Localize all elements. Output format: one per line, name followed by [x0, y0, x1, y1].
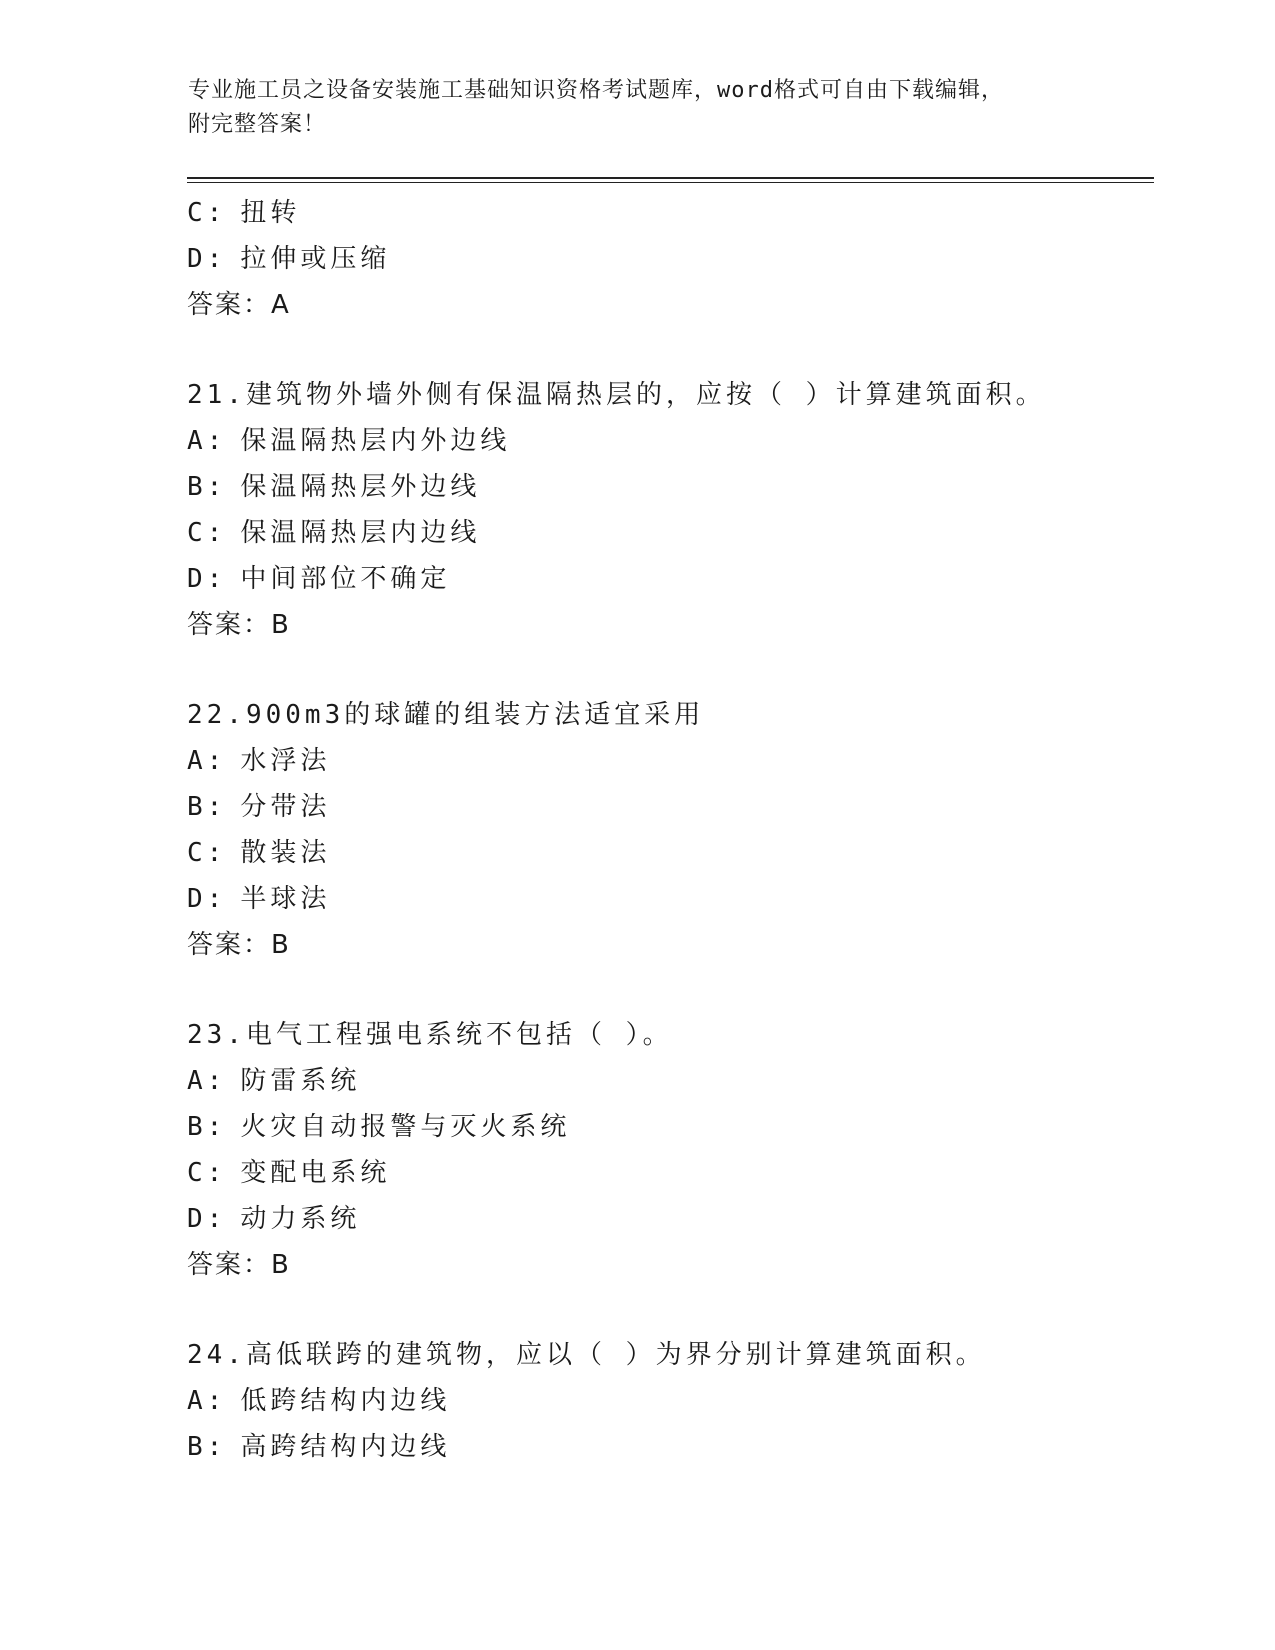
option-text: 低跨结构内边线	[240, 1386, 451, 1416]
option-text: 中间部位不确定	[240, 564, 451, 594]
option-text: 拉伸或压缩	[240, 244, 391, 274]
header-divider-thin	[187, 182, 1154, 183]
option-text: 火灾自动报警与灭火系统	[240, 1112, 571, 1142]
option-a	[187, 738, 1147, 784]
option-c	[187, 1150, 1147, 1196]
option-text: 散装法	[240, 838, 331, 868]
question-23	[187, 1012, 1147, 1288]
option-d	[187, 876, 1147, 922]
header-line-1: 专业施工员之设备安装施工基础知识资格考试题库，word格式可自由下载编辑，	[188, 78, 1004, 103]
question-stem: 21.建筑物外墙外侧有保温隔热层的，应按（ ）计算建筑面积。	[187, 380, 1046, 410]
question-24	[187, 1332, 1147, 1470]
option-letter: A:	[187, 426, 227, 456]
option-a	[187, 418, 1147, 464]
option-d	[187, 1196, 1147, 1242]
answer-line: 答案：B	[187, 610, 291, 640]
option-text: 保温隔热层外边线	[240, 472, 481, 502]
option-text: 分带法	[240, 792, 331, 822]
option-d	[187, 556, 1147, 602]
option-letter: C:	[187, 1158, 227, 1188]
option-letter: B:	[187, 792, 227, 822]
option-text: 动力系统	[240, 1204, 361, 1234]
question-21	[187, 372, 1147, 648]
option-letter: A:	[187, 1386, 227, 1416]
option-text: 保温隔热层内外边线	[240, 426, 511, 456]
question-22	[187, 692, 1147, 968]
option-letter: C:	[187, 518, 227, 548]
option-letter: D:	[187, 1204, 227, 1234]
option-b	[187, 464, 1147, 510]
option-letter: B:	[187, 1112, 227, 1142]
option-text: 变配电系统	[240, 1158, 391, 1188]
answer-line: 答案：B	[187, 1250, 291, 1280]
previous-question-tail	[187, 190, 1147, 328]
question-stem: 24.高低联跨的建筑物，应以（ ）为界分别计算建筑面积。	[187, 1340, 986, 1370]
option-text: 半球法	[240, 884, 331, 914]
option-letter: B:	[187, 472, 227, 502]
question-list	[187, 190, 1147, 1470]
question-stem: 23.电气工程强电系统不包括（ ）。	[187, 1020, 673, 1050]
document-header	[188, 74, 1088, 142]
option-letter: C:	[187, 198, 227, 228]
option-b	[187, 784, 1147, 830]
option-letter: A:	[187, 1066, 227, 1096]
option-text: 扭转	[240, 198, 301, 228]
option-letter: C:	[187, 838, 227, 868]
option-letter: D:	[187, 564, 227, 594]
answer-line: 答案：B	[187, 930, 291, 960]
option-a	[187, 1058, 1147, 1104]
option-a	[187, 1378, 1147, 1424]
option-b	[187, 1424, 1147, 1470]
option-d	[187, 236, 1147, 282]
option-b	[187, 1104, 1147, 1150]
option-c	[187, 190, 1147, 236]
option-letter: B:	[187, 1432, 227, 1462]
option-c	[187, 830, 1147, 876]
answer-line: 答案：A	[187, 290, 291, 320]
option-letter: D:	[187, 884, 227, 914]
option-text: 高跨结构内边线	[240, 1432, 451, 1462]
header-line-2: 附完整答案！	[188, 112, 327, 137]
option-letter: D:	[187, 244, 227, 274]
option-text: 保温隔热层内边线	[240, 518, 481, 548]
question-stem: 22.900m3的球罐的组装方法适宜采用	[187, 700, 705, 730]
header-divider-thick	[187, 177, 1154, 179]
option-text: 防雷系统	[240, 1066, 361, 1096]
option-text: 水浮法	[240, 746, 331, 776]
option-c	[187, 510, 1147, 556]
option-letter: A:	[187, 746, 227, 776]
